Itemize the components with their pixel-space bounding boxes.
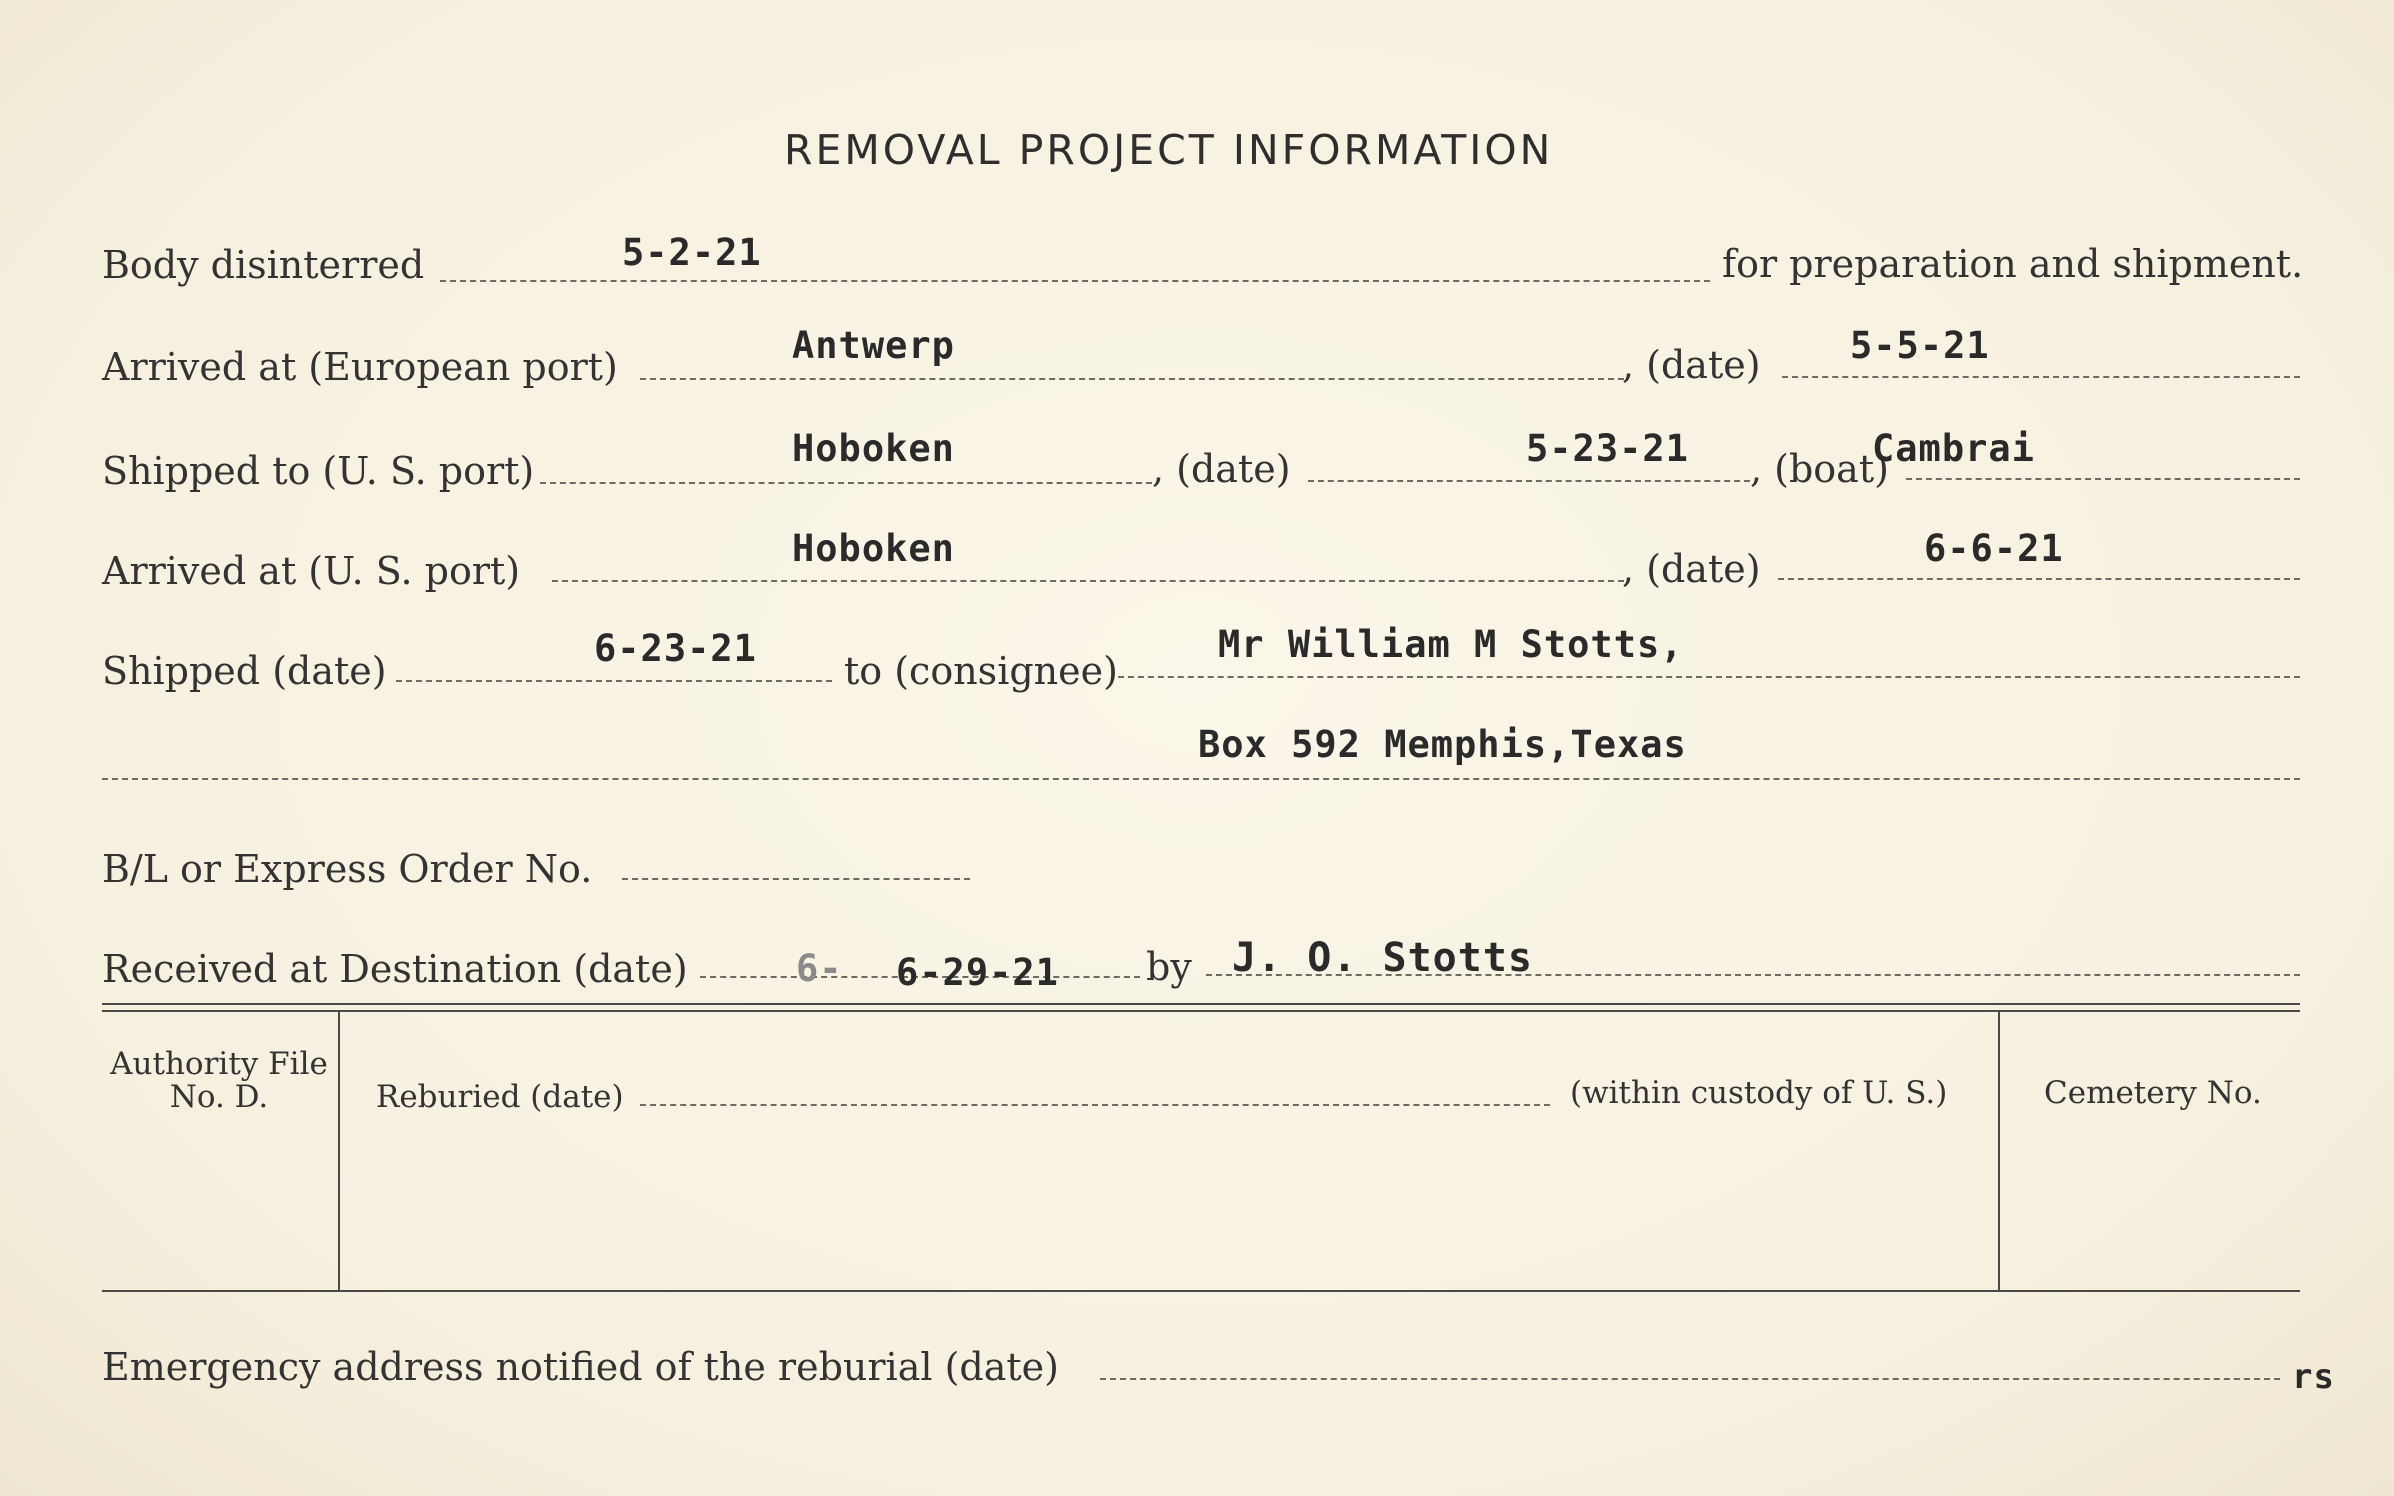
line-us-arrival-date: [1778, 578, 2300, 580]
value-ship-date-consignee: 6-23-21: [594, 627, 757, 670]
value-initials: rs: [2292, 1357, 2335, 1397]
section-bottom-rule: [102, 1290, 2300, 1292]
double-rule-top: [102, 1003, 2300, 1005]
double-rule-bottom: [102, 1010, 2300, 1012]
label-for-preparation: for preparation and shipment.: [1722, 242, 2304, 286]
value-consignee-address: Box 592 Memphis,Texas: [1198, 723, 1687, 766]
value-consignee-name: Mr William M Stotts,: [1218, 623, 1684, 666]
line-euro-date: [1782, 376, 2300, 378]
line-ship-date-consignee: [396, 680, 832, 682]
label-date-us-arrival: , (date): [1622, 547, 1761, 591]
line-boat: [1906, 478, 2300, 480]
label-emergency: Emergency address notified of the reburial (date): [102, 1345, 1059, 1389]
value-disinterred-date: 5-2-21: [622, 231, 762, 274]
label-to-consignee: to (consignee): [844, 649, 1118, 693]
value-shipped-date: 5-23-21: [1526, 427, 1689, 470]
divider-right: [1998, 1012, 2000, 1290]
card-title: REMOVAL PROJECT INFORMATION: [784, 126, 1554, 174]
value-us-port-shipped: Hoboken: [792, 427, 955, 470]
line-shipped-date: [1308, 480, 1750, 482]
label-received: Received at Destination (date): [102, 947, 688, 991]
label-arrived-us-port: Arrived at (U. S. port): [102, 549, 521, 593]
label-by: by: [1146, 945, 1192, 989]
line-address: [102, 778, 2300, 780]
value-european-port: Antwerp: [792, 324, 955, 367]
value-received-date: 6-29-21: [896, 951, 1059, 994]
label-shipped-to-us-port: Shipped to (U. S. port): [102, 449, 535, 493]
label-within-custody: (within custody of U. S.): [1570, 1075, 1948, 1111]
line-us-port-arrived: [552, 580, 1624, 582]
line-reburied: [640, 1104, 1550, 1106]
label-bl-order: B/L or Express Order No.: [102, 847, 593, 891]
value-received-prefix: 6-: [796, 947, 843, 990]
line-bl-order: [622, 878, 970, 880]
label-cemetery-no: Cemetery No.: [2044, 1075, 2262, 1111]
label-date-euro: , (date): [1622, 343, 1761, 387]
divider-left: [338, 1012, 340, 1290]
label-arrived-european-port: Arrived at (European port): [102, 345, 618, 389]
value-received-by: J. O. Stotts: [1232, 935, 1533, 981]
value-us-port-arrived: Hoboken: [792, 527, 955, 570]
value-us-arrival-date: 6-6-21: [1924, 527, 2064, 570]
line-us-port-shipped: [540, 482, 1152, 484]
line-disinterred: [440, 280, 1710, 282]
line-european-port: [640, 378, 1624, 380]
label-boat: , (boat): [1750, 447, 1889, 491]
value-boat: Cambrai: [1872, 427, 2035, 470]
label-date-shipped: , (date): [1152, 447, 1291, 491]
line-consignee: [1118, 676, 2300, 678]
label-reburied: Reburied (date): [376, 1079, 624, 1115]
line-emergency: [1100, 1378, 2280, 1380]
label-body-disinterred: Body disinterred: [102, 243, 425, 287]
label-shipped-date: Shipped (date): [102, 649, 387, 693]
value-euro-date: 5-5-21: [1850, 324, 1990, 367]
label-authority-file: Authority File No. D.: [110, 1046, 328, 1115]
